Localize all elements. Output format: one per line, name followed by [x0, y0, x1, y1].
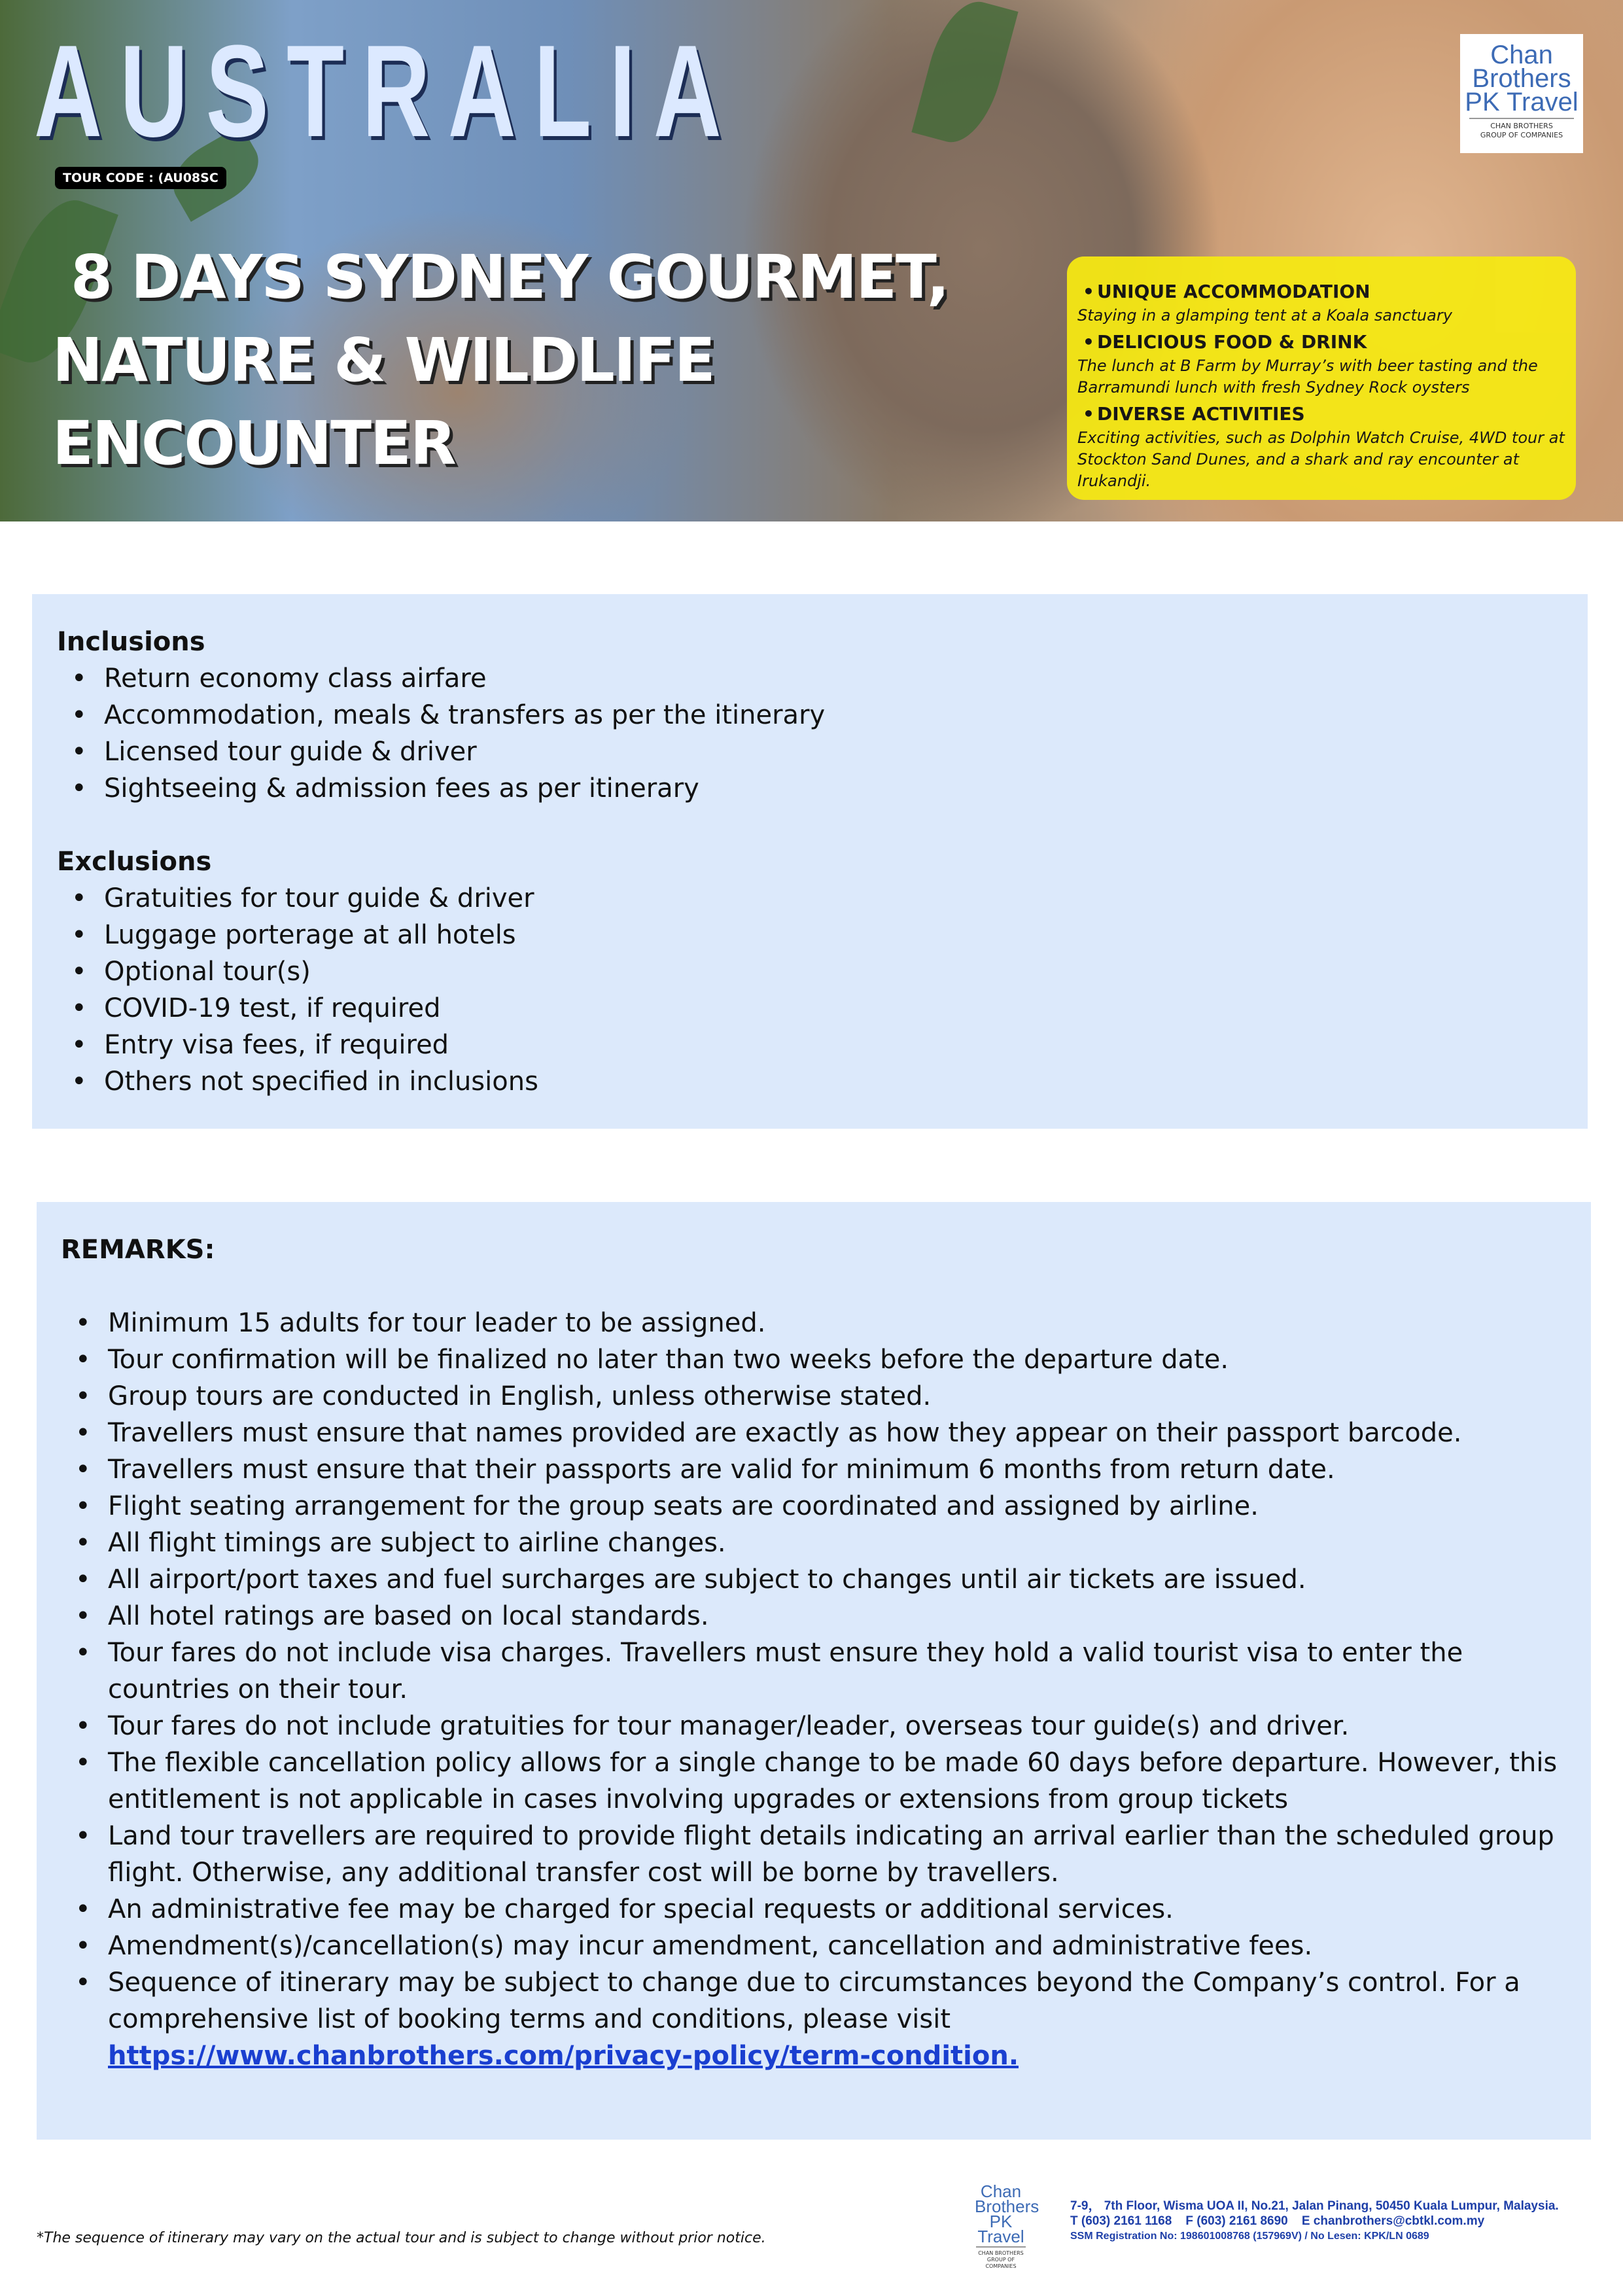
- list-item: • Gratuities for tour guide & driver: [57, 880, 1563, 917]
- list-item: • Luggage porterage at all hotels: [57, 917, 1563, 953]
- list-item: • Optional tour(s): [57, 953, 1563, 990]
- logo-text: Brothers: [1472, 64, 1571, 93]
- footer-logo: Chan Brothers PK Travel CHAN BROTHERS GROUP OF COMPANIES: [975, 2181, 1039, 2269]
- highlight-text: The lunch at B Farm by Murray’s with beer tasting and the Barramundi lunch with fresh Sydney Rock oysters: [1077, 357, 1538, 397]
- list-item: • Travellers must ensure that their passports are valid for minimum 6 months from return date.: [61, 1451, 1567, 1488]
- tour-title: [52, 236, 949, 485]
- list-item: • Tour confirmation will be finalized no later than two weeks before the departure date.: [61, 1341, 1567, 1378]
- list-item: • Return economy class airfare: [57, 660, 1563, 697]
- leaf-decoration: [911, 0, 1018, 150]
- highlight-heading: • DIVERSE ACTIVITIES: [1077, 401, 1565, 427]
- destination-title: AUSTRALIA: [34, 18, 740, 164]
- hero-banner: [0, 0, 1623, 521]
- list-item: • Group tours are conducted in English, unless otherwise stated.: [61, 1378, 1567, 1415]
- list-item: • COVID-19 test, if required: [57, 990, 1563, 1027]
- address-line: 7-9， 7th Floor, Wisma UOA II, No.21, Jalan Pinang, 50450 Kuala Lumpur, Malaysia.: [1070, 2199, 1559, 2213]
- list-item: • Accommodation, meals & transfers as per the itinerary: [57, 697, 1563, 733]
- exclusions-list: [57, 880, 1563, 1100]
- list-item: • Sightseeing & admission fees as per itinerary: [57, 770, 1563, 807]
- list-item: • Tour fares do not include visa charges. Travellers must ensure they hold a valid tourist visa to enter the countries on their tour.: [61, 1634, 1567, 1708]
- terms-link[interactable]: https://www.chanbrothers.com/privacy-policy/term-condition.: [108, 2041, 1019, 2071]
- highlight-heading: • UNIQUE ACCOMMODATION: [1077, 279, 1565, 305]
- inclusions-exclusions-panel: [32, 594, 1588, 1129]
- list-item: • All flight timings are subject to airline changes.: [61, 1525, 1567, 1561]
- remarks-list: [61, 1305, 1567, 1964]
- footer-note: *The sequence of itinerary may vary on the actual tour and is subject to change without prior notice.: [37, 2230, 766, 2246]
- exclusions-heading: Exclusions: [57, 847, 212, 877]
- remarks-heading: REMARKS:: [61, 1235, 215, 1265]
- inclusions-heading: Inclusions: [57, 627, 205, 657]
- list-item: • Tour fares do not include gratuities for tour manager/leader, overseas tour guide(s) and driver.: [61, 1708, 1567, 1744]
- list-item: • All airport/port taxes and fuel surcharges are subject to changes until air tickets are issued.: [61, 1561, 1567, 1598]
- highlight-text: Exciting activities, such as Dolphin Watch Cruise, 4WD tour at Stockton Sand Dunes, and a shark and ray encounter at Irukandji.: [1077, 429, 1565, 490]
- list-item: • An administrative fee may be charged for special requests or additional services.: [61, 1891, 1567, 1928]
- contact-line: T (603) 2161 1168 F (603) 2161 8690 E chanbrothers@cbtkl.com.my: [1070, 2214, 1485, 2228]
- registration-line: SSM Registration No: 198601008768 (157969V) / No Lesen: KPK/LN 0689: [1070, 2231, 1429, 2242]
- list-item: • Licensed tour guide & driver: [57, 733, 1563, 770]
- list-item: • Amendment(s)/cancellation(s) may incur amendment, cancellation and administrative fees.: [61, 1928, 1567, 1964]
- tour-title-line: ENCOUNTER: [52, 408, 455, 478]
- list-item: • All hotel ratings are based on local standards.: [61, 1598, 1567, 1634]
- highlight-text: Staying in a glamping tent at a Koala sanctuary: [1077, 306, 1452, 325]
- company-logo: [1460, 34, 1583, 153]
- list-item: • Others not specified in inclusions: [57, 1063, 1563, 1100]
- remarks-panel: [37, 1202, 1591, 2140]
- list-item: • Travellers must ensure that names provided are exactly as how they appear on their passport barcode.: [61, 1415, 1567, 1451]
- list-item: • Minimum 15 adults for tour leader to be assigned.: [61, 1305, 1567, 1341]
- list-item: • Flight seating arrangement for the group seats are coordinated and assigned by airline.: [61, 1488, 1567, 1525]
- list-item: • Sequence of itinerary may be subject to change due to circumstances beyond the Company’s control. For a comprehensive list of booking terms and conditions, please visit https://www.chanbrothers.com/privacy-policy/term-condition.: [61, 1964, 1567, 2074]
- highlight-heading: • DELICIOUS FOOD & DRINK: [1077, 329, 1565, 355]
- highlights-box: [1067, 256, 1576, 500]
- tour-title-line: NATURE & WILDLIFE: [52, 325, 714, 395]
- tour-code-badge: TOUR CODE : (AU08SC: [55, 167, 226, 189]
- list-item: • Land tour travellers are required to provide flight details indicating an arrival earlier than the scheduled group flight. Otherwise, any additional transfer cost will be borne by travellers.: [61, 1818, 1567, 1891]
- logo-subtext: CHAN BROTHERS GROUP OF COMPANIES: [1469, 118, 1574, 140]
- tour-title-line: 8 DAYS SYDNEY GOURMET,: [71, 242, 949, 312]
- company-address: [1070, 2199, 1559, 2244]
- inclusions-list: [57, 660, 1563, 807]
- logo-text: Chan: [1490, 41, 1553, 69]
- list-item: • Entry visa fees, if required: [57, 1027, 1563, 1063]
- list-item: • The flexible cancellation policy allows for a single change to be made 60 days before departure. However, this entitlement is not applicable in cases involving upgrades or extensions from group tickets: [61, 1744, 1567, 1818]
- logo-text: PK Travel: [1465, 88, 1579, 116]
